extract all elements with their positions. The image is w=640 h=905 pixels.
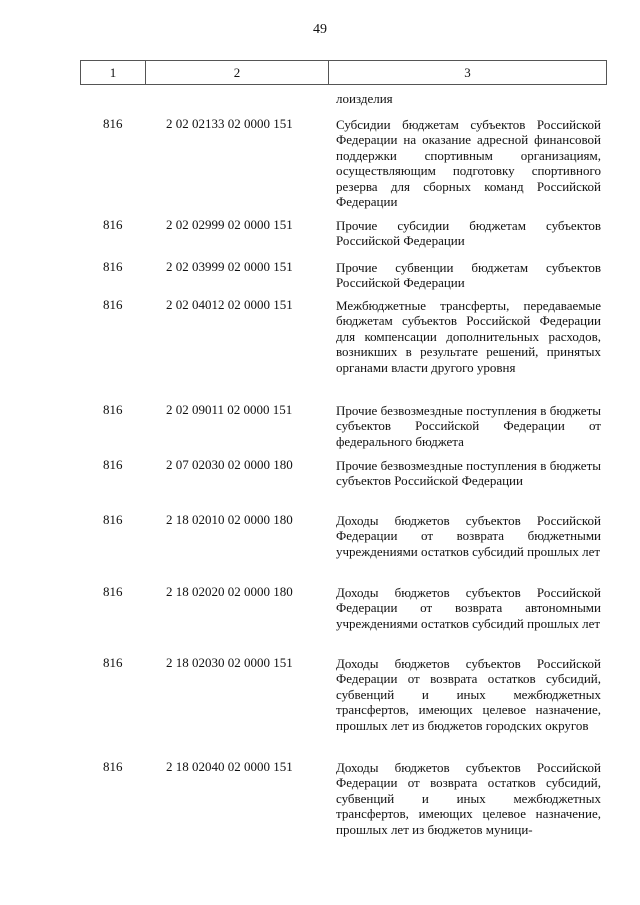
revenue-code: 2 18 02010 02 0000 180: [166, 512, 293, 527]
revenue-description: Прочие безвозмездные поступления в бюджеты субъектов Российской Федерации: [336, 458, 601, 489]
revenue-code: 2 07 02030 02 0000 180: [166, 457, 293, 472]
revenue-description: Прочие субвенции бюджетам субъектов Российской Федерации: [336, 260, 601, 291]
admin-code: 816: [103, 259, 123, 274]
admin-code: 816: [103, 116, 123, 131]
revenue-description: Прочие безвозмездные поступления в бюджеты субъектов Российской Федерации от федерального бюджета: [336, 403, 601, 449]
revenue-code: 2 02 02133 02 0000 151: [166, 116, 293, 131]
revenue-description: Доходы бюджетов субъектов Российской Федерации от возврата остатков субсидий, субвенций и иных межбюджетных трансфертов, имеющих целевое назначение, прошлых лет из бюджетов муници-: [336, 760, 601, 837]
revenue-description: Субсидии бюджетам субъектов Российской Федерации на оказание адресной финансовой поддержки спортивным организациям, осуществляющим подготовку спортивного резерва для сборных команд Российской Федерации: [336, 117, 601, 210]
revenue-code: 2 02 04012 02 0000 151: [166, 297, 293, 312]
admin-code: 816: [103, 217, 123, 232]
table-header: [80, 60, 607, 85]
revenue-code: 2 02 02999 02 0000 151: [166, 217, 293, 232]
admin-code: 816: [103, 655, 123, 670]
revenue-description: Прочие субсидии бюджетам субъектов Российской Федерации: [336, 218, 601, 249]
revenue-description: Доходы бюджетов субъектов Российской Федерации от возврата остатков субсидий, субвенций и иных межбюджетных трансфертов, имеющих целевое назначение, прошлых лет из бюджетов городских округов: [336, 656, 601, 733]
admin-code: 816: [103, 584, 123, 599]
admin-code: 816: [103, 297, 123, 312]
header-col-1: 1: [81, 61, 146, 84]
revenue-code: 2 18 02040 02 0000 151: [166, 759, 293, 774]
revenue-code: 2 18 02030 02 0000 151: [166, 655, 293, 670]
revenue-code: 2 18 02020 02 0000 180: [166, 584, 293, 599]
admin-code: 816: [103, 759, 123, 774]
admin-code: 816: [103, 402, 123, 417]
revenue-description: Межбюджетные трансферты, передаваемые бюджетам субъектов Российской Федерации для компенсации дополнительных расходов, возникших в результате решений, принятых органами власти другого уровня: [336, 298, 601, 375]
admin-code: 816: [103, 457, 123, 472]
admin-code: 816: [103, 512, 123, 527]
header-col-2: 2: [146, 61, 329, 84]
revenue-description: Доходы бюджетов субъектов Российской Федерации от возврата бюджетными учреждениями остатков субсидий прошлых лет: [336, 513, 601, 559]
revenue-code: 2 02 03999 02 0000 151: [166, 259, 293, 274]
continuation-text: лоизделия: [336, 91, 393, 106]
revenue-code: 2 02 09011 02 0000 151: [166, 402, 293, 417]
header-col-3: 3: [464, 64, 471, 80]
revenue-description: Доходы бюджетов субъектов Российской Федерации от возврата автономными учреждениями остатков субсидий прошлых лет: [336, 585, 601, 631]
page-number: 49: [313, 22, 327, 37]
